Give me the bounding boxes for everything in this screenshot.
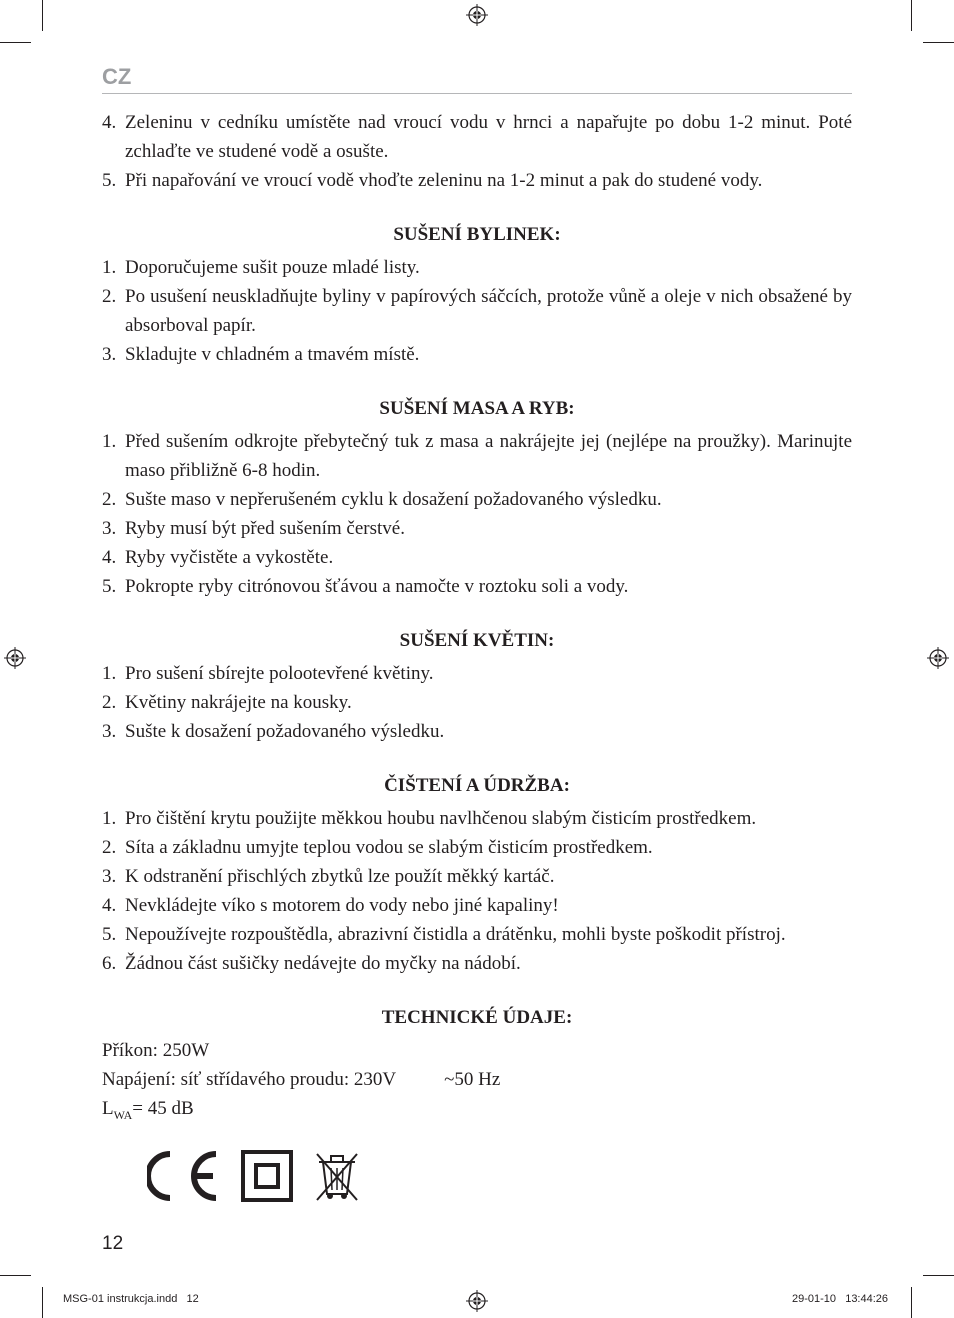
item-number: 3. bbox=[102, 518, 117, 539]
list-item bbox=[102, 920, 852, 949]
item-text: Síta a základnu umyjte teplou vodou se slabým čisticím prostředkem. bbox=[125, 837, 653, 858]
registration-mark-icon bbox=[927, 647, 949, 669]
page-number: 12 bbox=[102, 1233, 124, 1254]
registration-mark-icon bbox=[466, 4, 488, 26]
list-item bbox=[102, 282, 852, 340]
noise-subscript: WA bbox=[113, 1108, 133, 1122]
page-content bbox=[102, 108, 852, 1123]
list-item bbox=[102, 688, 852, 717]
weee-crossed-bin-icon bbox=[317, 1154, 357, 1200]
item-number: 5. bbox=[102, 576, 117, 597]
item-number: 5. bbox=[102, 924, 117, 945]
item-text: Při napařování ve vroucí vodě vhoďte zeleninu na 1-2 minut a pak do studené vody. bbox=[125, 170, 763, 191]
item-number: 6. bbox=[102, 953, 117, 974]
section-heading-herbs: SUŠENÍ BYLINEK: bbox=[393, 224, 561, 245]
item-text: Sušte k dosažení požadovaného výsledku. bbox=[125, 721, 445, 742]
supply-frequency: ~50 Hz bbox=[444, 1069, 501, 1090]
technical-data bbox=[102, 1036, 852, 1123]
header-rule bbox=[102, 93, 852, 94]
item-text: Pokropte ryby citrónovou šťávou a namočte v roztoku soli a vody. bbox=[125, 576, 629, 597]
list-item bbox=[102, 659, 852, 688]
item-text: Před sušením odkrojte přebytečný tuk z masa a nakrájejte jej (nejlépe na proužky). Marinujte maso přibližně 6-8 hodin. bbox=[125, 431, 852, 481]
crop-mark bbox=[923, 42, 954, 43]
item-number: 1. bbox=[102, 257, 117, 278]
list-item bbox=[102, 862, 852, 891]
item-text: Po usušení neuskladňujte byliny v papírových sáčcích, protože vůně a oleje v nich obsažené by absorboval papír. bbox=[125, 286, 852, 336]
power-spec: Příkon: 250W bbox=[102, 1040, 210, 1061]
certification-marks bbox=[147, 1150, 359, 1203]
intro-list bbox=[102, 108, 852, 195]
flowers-list bbox=[102, 659, 852, 746]
noise-value: = 45 dB bbox=[132, 1098, 194, 1119]
slug-timestamp: 29-01-10 13:44:26 bbox=[792, 1293, 889, 1305]
item-text: Sušte maso v nepřerušeném cyklu k dosažení požadovaného výsledku. bbox=[125, 489, 662, 510]
crop-mark bbox=[42, 1287, 43, 1318]
item-text: Květiny nakrájejte na kousky. bbox=[125, 692, 352, 713]
crop-mark bbox=[923, 1275, 954, 1276]
item-number: 3. bbox=[102, 866, 117, 887]
item-text: Doporučujeme sušit pouze mladé listy. bbox=[125, 257, 420, 278]
item-text: Nevkládejte víko s motorem do vody nebo jiné kapaliny! bbox=[125, 895, 559, 916]
supply-voltage: Napájení: síť střídavého proudu: 230V bbox=[102, 1069, 397, 1090]
item-text: Skladujte v chladném a tmavém místě. bbox=[125, 344, 420, 365]
noise-spec bbox=[102, 1094, 852, 1123]
list-item bbox=[102, 891, 852, 920]
language-code: CZ bbox=[102, 64, 132, 89]
list-item bbox=[102, 166, 852, 195]
crop-mark bbox=[42, 0, 43, 31]
registration-mark-icon bbox=[466, 1290, 488, 1312]
cleaning-list bbox=[102, 804, 852, 978]
section-heading-flowers: SUŠENÍ KVĚTIN: bbox=[399, 630, 555, 651]
ce-mark-icon bbox=[148, 1154, 216, 1198]
item-number: 2. bbox=[102, 692, 117, 713]
crop-mark bbox=[0, 42, 31, 43]
item-text: Nepoužívejte rozpouštědla, abrazivní čistidla a drátěnku, mohli byste poškodit přístroj. bbox=[125, 924, 786, 945]
item-number: 2. bbox=[102, 286, 117, 307]
list-item bbox=[102, 949, 852, 978]
item-number: 1. bbox=[102, 808, 117, 829]
list-item bbox=[102, 340, 852, 369]
supply-spec bbox=[102, 1065, 852, 1094]
crop-mark bbox=[911, 1287, 912, 1318]
item-number: 2. bbox=[102, 489, 117, 510]
item-number: 1. bbox=[102, 431, 117, 452]
item-text: K odstranění přischlých zbytků lze použít měkký kartáč. bbox=[125, 866, 555, 887]
section-heading-technical-data: TECHNICKÉ ÚDAJE: bbox=[381, 1007, 573, 1028]
item-number: 4. bbox=[102, 547, 117, 568]
section-heading-cleaning: ČIŠTENÍ A ÚDRŽBA: bbox=[384, 775, 570, 796]
list-item bbox=[102, 804, 852, 833]
item-number: 4. bbox=[102, 895, 117, 916]
list-item bbox=[102, 485, 852, 514]
registration-mark-icon bbox=[4, 647, 26, 669]
slug-file-name: MSG-01 instrukcja.indd 12 bbox=[63, 1293, 199, 1305]
item-number: 2. bbox=[102, 837, 117, 858]
item-text: Pro sušení sbírejte polootevřené květiny. bbox=[125, 663, 434, 684]
list-item bbox=[102, 717, 852, 746]
list-item bbox=[102, 427, 852, 485]
list-item bbox=[102, 253, 852, 282]
list-item bbox=[102, 543, 852, 572]
section-heading-meat-fish: SUŠENÍ MASA A RYB: bbox=[379, 398, 575, 419]
list-item bbox=[102, 572, 852, 601]
herbs-list bbox=[102, 253, 852, 369]
item-number: 4. bbox=[102, 112, 117, 133]
meat-fish-list bbox=[102, 427, 852, 601]
list-item bbox=[102, 108, 852, 166]
item-number: 3. bbox=[102, 344, 117, 365]
item-number: 5. bbox=[102, 170, 117, 191]
item-text: Zeleninu v cedníku umístěte nad vroucí vodu v hrnci a napařujte po dobu 1-2 minut. Poté zchlaďte ve studené vodě a osušte. bbox=[125, 112, 852, 162]
crop-mark bbox=[0, 1275, 31, 1276]
crop-mark bbox=[911, 0, 912, 31]
list-item bbox=[102, 833, 852, 862]
item-number: 3. bbox=[102, 721, 117, 742]
item-text: Pro čištění krytu použijte měkkou houbu navlhčenou slabým čisticím prostředkem. bbox=[125, 808, 757, 829]
double-insulation-icon bbox=[243, 1152, 291, 1200]
item-text: Ryby musí být před sušením čerstvé. bbox=[125, 518, 405, 539]
item-number: 1. bbox=[102, 663, 117, 684]
noise-symbol: L bbox=[102, 1098, 114, 1119]
list-item bbox=[102, 514, 852, 543]
item-text: Žádnou část sušičky nedávejte do myčky na nádobí. bbox=[125, 953, 521, 974]
item-text: Ryby vyčistěte a vykostěte. bbox=[125, 547, 334, 568]
